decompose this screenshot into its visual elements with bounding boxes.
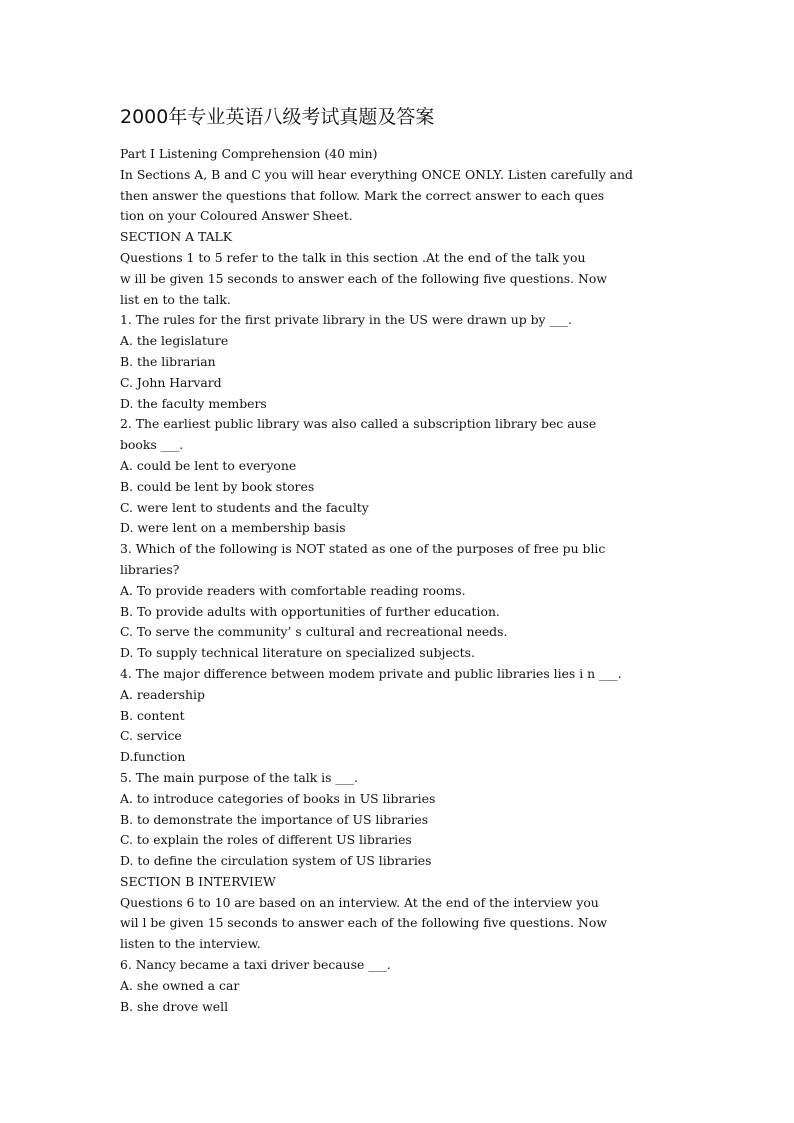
text-line: In Sections A, B and C you will hear everything ONCE ONLY. Listen carefully and bbox=[120, 166, 633, 182]
text-line: listen to the interview. bbox=[120, 936, 261, 952]
text-line: 6. Nancy became a taxi driver because ___. bbox=[120, 957, 391, 973]
text-line: libraries? bbox=[120, 561, 180, 577]
text-line: D.function bbox=[120, 749, 186, 765]
text-line: A. To provide readers with comfortable reading rooms. bbox=[120, 582, 466, 598]
text-line: C. were lent to students and the faculty bbox=[120, 499, 369, 515]
text-line: SECTION B INTERVIEW bbox=[120, 873, 276, 889]
text-line: Questions 1 to 5 refer to the talk in this section .At the end of the talk you bbox=[120, 249, 586, 265]
text-line: D. to define the circulation system of US libraries bbox=[120, 853, 432, 869]
text-line: B. to demonstrate the importance of US libraries bbox=[120, 811, 429, 827]
text-line: then answer the questions that follow. Mark the correct answer to each ques bbox=[120, 187, 605, 203]
text-line: A. could be lent to everyone bbox=[120, 457, 297, 473]
text-line: A. the legislature bbox=[120, 333, 229, 349]
text-line: 1. The rules for the first private library in the US were drawn up by ___. bbox=[120, 312, 572, 328]
text-line: A. she owned a car bbox=[120, 977, 240, 993]
text-line: D. the faculty members bbox=[120, 395, 267, 411]
text-line: A. readership bbox=[120, 686, 205, 702]
document-body bbox=[120, 144, 680, 1017]
text-line: D. To supply technical literature on specialized subjects. bbox=[120, 645, 475, 661]
text-line: tion on your Coloured Answer Sheet. bbox=[120, 208, 353, 224]
text-line: list en to the talk. bbox=[120, 291, 231, 307]
text-line: C. service bbox=[120, 728, 182, 744]
text-line: 5. The main purpose of the talk is ___. bbox=[120, 769, 358, 785]
text-line: books ___. bbox=[120, 437, 184, 453]
text-line: B. the librarian bbox=[120, 353, 216, 369]
document-title: 2000年专业英语八级考试真题及答案 bbox=[120, 106, 435, 128]
text-line: SECTION A TALK bbox=[120, 229, 233, 245]
document-page bbox=[120, 104, 680, 1017]
text-line: D. were lent on a membership basis bbox=[120, 520, 346, 536]
text-line: Part Ⅰ Listening Comprehension (40 min) bbox=[120, 146, 378, 161]
text-line: C. John Harvard bbox=[120, 374, 222, 390]
text-line: C. To serve the community’ s cultural and recreational needs. bbox=[120, 624, 508, 640]
text-line: B. To provide adults with opportunities of further education. bbox=[120, 603, 500, 619]
text-line: 2. The earliest public library was also called a subscription library bec ause bbox=[120, 416, 597, 432]
text-line: wil l be given 15 seconds to answer each of the following five questions. Now bbox=[120, 915, 607, 931]
text-line: 3. Which of the following is NOT stated as one of the purposes of free pu blic bbox=[120, 541, 606, 557]
text-line: B. she drove well bbox=[120, 998, 229, 1014]
text-line: A. to introduce categories of books in US libraries bbox=[120, 790, 436, 806]
text-line: Questions 6 to 10 are based on an interview. At the end of the interview you bbox=[120, 894, 599, 910]
text-line: B. content bbox=[120, 707, 185, 723]
text-line: 4. The major difference between modem private and public libraries lies i n ___. bbox=[120, 665, 622, 681]
text-line: B. could be lent by book stores bbox=[120, 478, 315, 494]
text-line: w ill be given 15 seconds to answer each of the following five questions. Now bbox=[120, 270, 607, 286]
text-line: C. to explain the roles of different US libraries bbox=[120, 832, 412, 848]
